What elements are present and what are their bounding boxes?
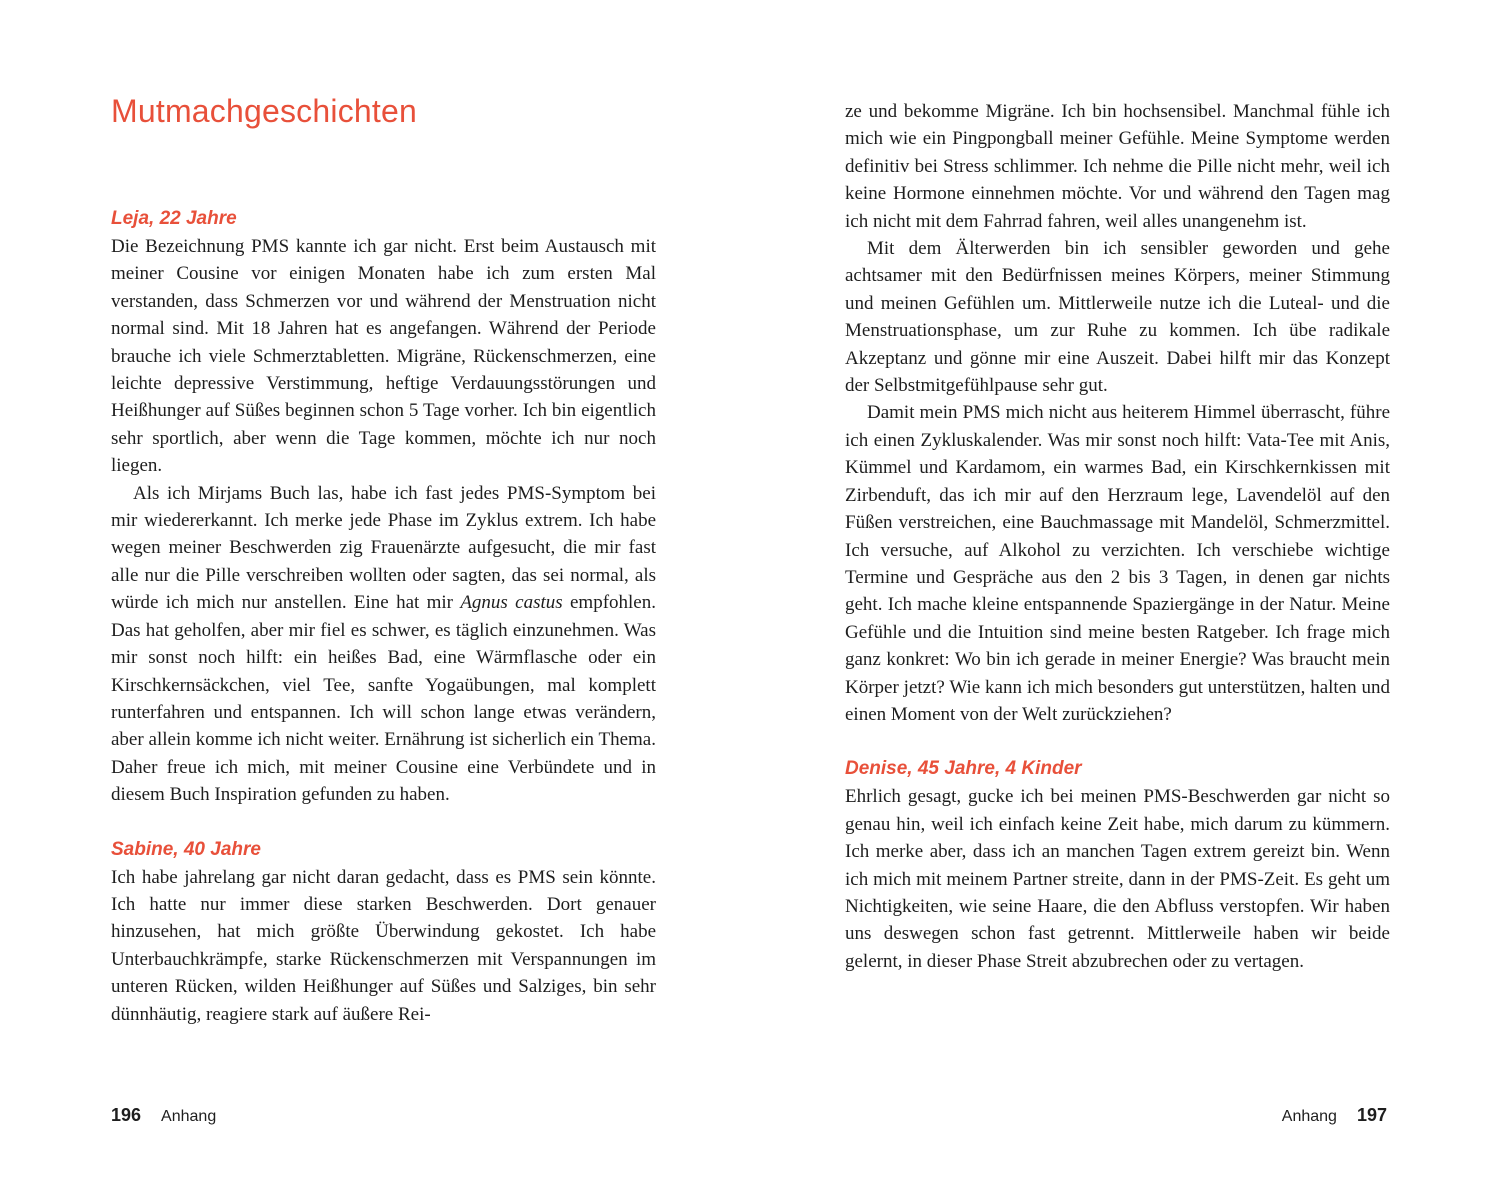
story-paragraph: Ehrlich gesagt, gucke ich bei meinen PMS-Beschwerden gar nicht so genau hin, weil ich einfach keine Zeit habe, mich darum zu kümmern. Ich merke aber, dass ich an manchen Tagen extrem gereizt bin. Wenn ich mich mit meinem Partner streite, dann in der PMS-Zeit. Es geht um Nichtigkeiten, wie seine Haare, die den Abfluss verstopfen. Wir haben uns deswegen schon fast getrennt. Mittlerweile haben wir beide gelernt, in dieser Phase Streit abzubrechen oder zu vertagen. xyxy=(845,786,1390,972)
text-span: Als ich Mirjams Buch las, habe ich fast jedes PMS-Symptom bei mir wiedererkannt. Ich merke jede Phase im Zyklus extrem. Ich habe wegen meiner Beschwerden zig Frauenärzte aufgesucht, die mir fast alle nur die Pille verschreiben wollten oder sagten, das sei normal, als würde ich mich nur anstellen. Eine hat mir xyxy=(111,482,656,614)
right-column xyxy=(845,98,1390,975)
page-number: 196 xyxy=(111,1105,142,1125)
section-gap xyxy=(845,728,1390,755)
right-page xyxy=(750,0,1500,1195)
right-footer xyxy=(1282,1105,1387,1126)
left-column xyxy=(111,205,656,1028)
story-paragraph: ze und bekomme Migräne. Ich bin hochsensibel. Manchmal fühle ich mich wie ein Pingpongball meiner Gefühle. Meine Symptome werden definitiv bei Stress schlimmer. Ich nehme die Pille nicht mehr, weil ich keine Hormone einnehmen möchte. Vor und während den Tagen mag ich nicht mit dem Fahrrad fahren, weil alles unangenehm ist. xyxy=(845,101,1390,232)
left-footer xyxy=(111,1105,216,1126)
story-paragraph: Die Bezeichnung PMS kannte ich gar nicht. Erst beim Austausch mit meiner Cousine vor einigen Monaten habe ich zum ersten Mal verstanden, dass Schmerzen vor und während der Menstruation nicht normal sind. Mit 18 Jahren hat es angefangen. Während der Periode brauche ich viele Schmerztabletten. Migräne, Rückenschmerzen, eine leichte depressive Verstimmung, heftige Verdauungsstörungen und Heißhunger auf Süßes beginnen schon 5 Tage vorher. Ich bin eigentlich sehr sportlich, aber wenn die Tage kommen, möchte ich nur noch liegen. xyxy=(111,236,656,477)
running-footer-section: Anhang xyxy=(1281,1108,1337,1125)
page-number: 197 xyxy=(1356,1105,1387,1125)
story-heading-denise: Denise, 45 Jahre, 4 Kinder xyxy=(845,758,1082,780)
running-footer-section: Anhang xyxy=(161,1108,217,1125)
story-paragraph: Ich habe jahrelang gar nicht daran gedacht, dass es PMS sein könnte. Ich hatte nur immer diese starken Beschwerden. Dort genauer hinzusehen, hat mich größte Überwindung gekostet. Ich habe Unterbauchkrämpfe, starke Rückenschmerzen mit Verspannungen im unteren Rücken, wilden Heißhunger auf Süßes und Salziges, bin sehr dünnhäutig, reagiere stark auf äußere Rei- xyxy=(111,866,656,1025)
story-paragraph xyxy=(111,480,656,809)
chapter-title: Mutmachgeschichten xyxy=(111,93,417,129)
section-gap xyxy=(111,809,656,836)
text-span: empfohlen. Das hat geholfen, aber mir fiel es schwer, es täglich einzunehmen. Was mir sonst noch hilft: ein heißes Bad, eine Wärmflasche oder ein Kirschkernsäckchen, viel Tee, sanfte Yogaübungen, mal komplett runterfahren und entspannen. Ich will schon lange etwas verändern, aber allein komme ich nicht weiter. Ernährung ist sicherlich ein Thema. Daher freue ich mich, mit meiner Cousine eine Verbündete und in diesem Buch Inspiration gefunden zu haben. xyxy=(111,592,656,806)
italic-term: Agnus castus xyxy=(460,592,563,614)
story-paragraph: Damit mein PMS mich nicht aus heiterem Himmel überrascht, führe ich einen Zykluskalender. Was mir sonst noch hilft: Vata-Tee mit Anis, Kümmel und Kardamom, ein warmes Bad, ein Kirschkernkissen mit Zirbenduft, das ich mir auf den Herzraum lege, Lavendelöl auf den Füßen verstreichen, eine Bauchmassage mit Mandelöl, Schmerzmittel. Ich versuche, auf Alkohol zu verzichten. Ich verschiebe wichtige Termine und Gespräche aus den 2 bis 3 Tagen, in denen gar nichts geht. Ich mache kleine entspannende Spaziergänge in der Natur. Meine Gefühle und die Intuition sind meine besten Ratgeber. Ich frage mich ganz konkret: Wo bin ich gerade in meiner Energie? Was braucht mein Körper jetzt? Wie kann ich mich besonders gut unterstützen, halten und einen Moment von der Welt zurückziehen? xyxy=(845,402,1390,725)
story-paragraph: Mit dem Älterwerden bin ich sensibler geworden und gehe achtsamer mit den Bedürfnissen meines Körpers, meiner Stimmung und meinen Gefühlen um. Mittlerweile nutze ich die Luteal- und die Menstruationsphase, um zur Ruhe zu kommen. Ich übe radikale Akzeptanz und gönne mir eine Auszeit. Dabei hilft mir das Konzept der Selbstmitgefühlpause sehr gut. xyxy=(845,238,1390,397)
story-heading-sabine: Sabine, 40 Jahre xyxy=(111,838,261,860)
story-heading-leja: Leja, 22 Jahre xyxy=(111,208,237,229)
